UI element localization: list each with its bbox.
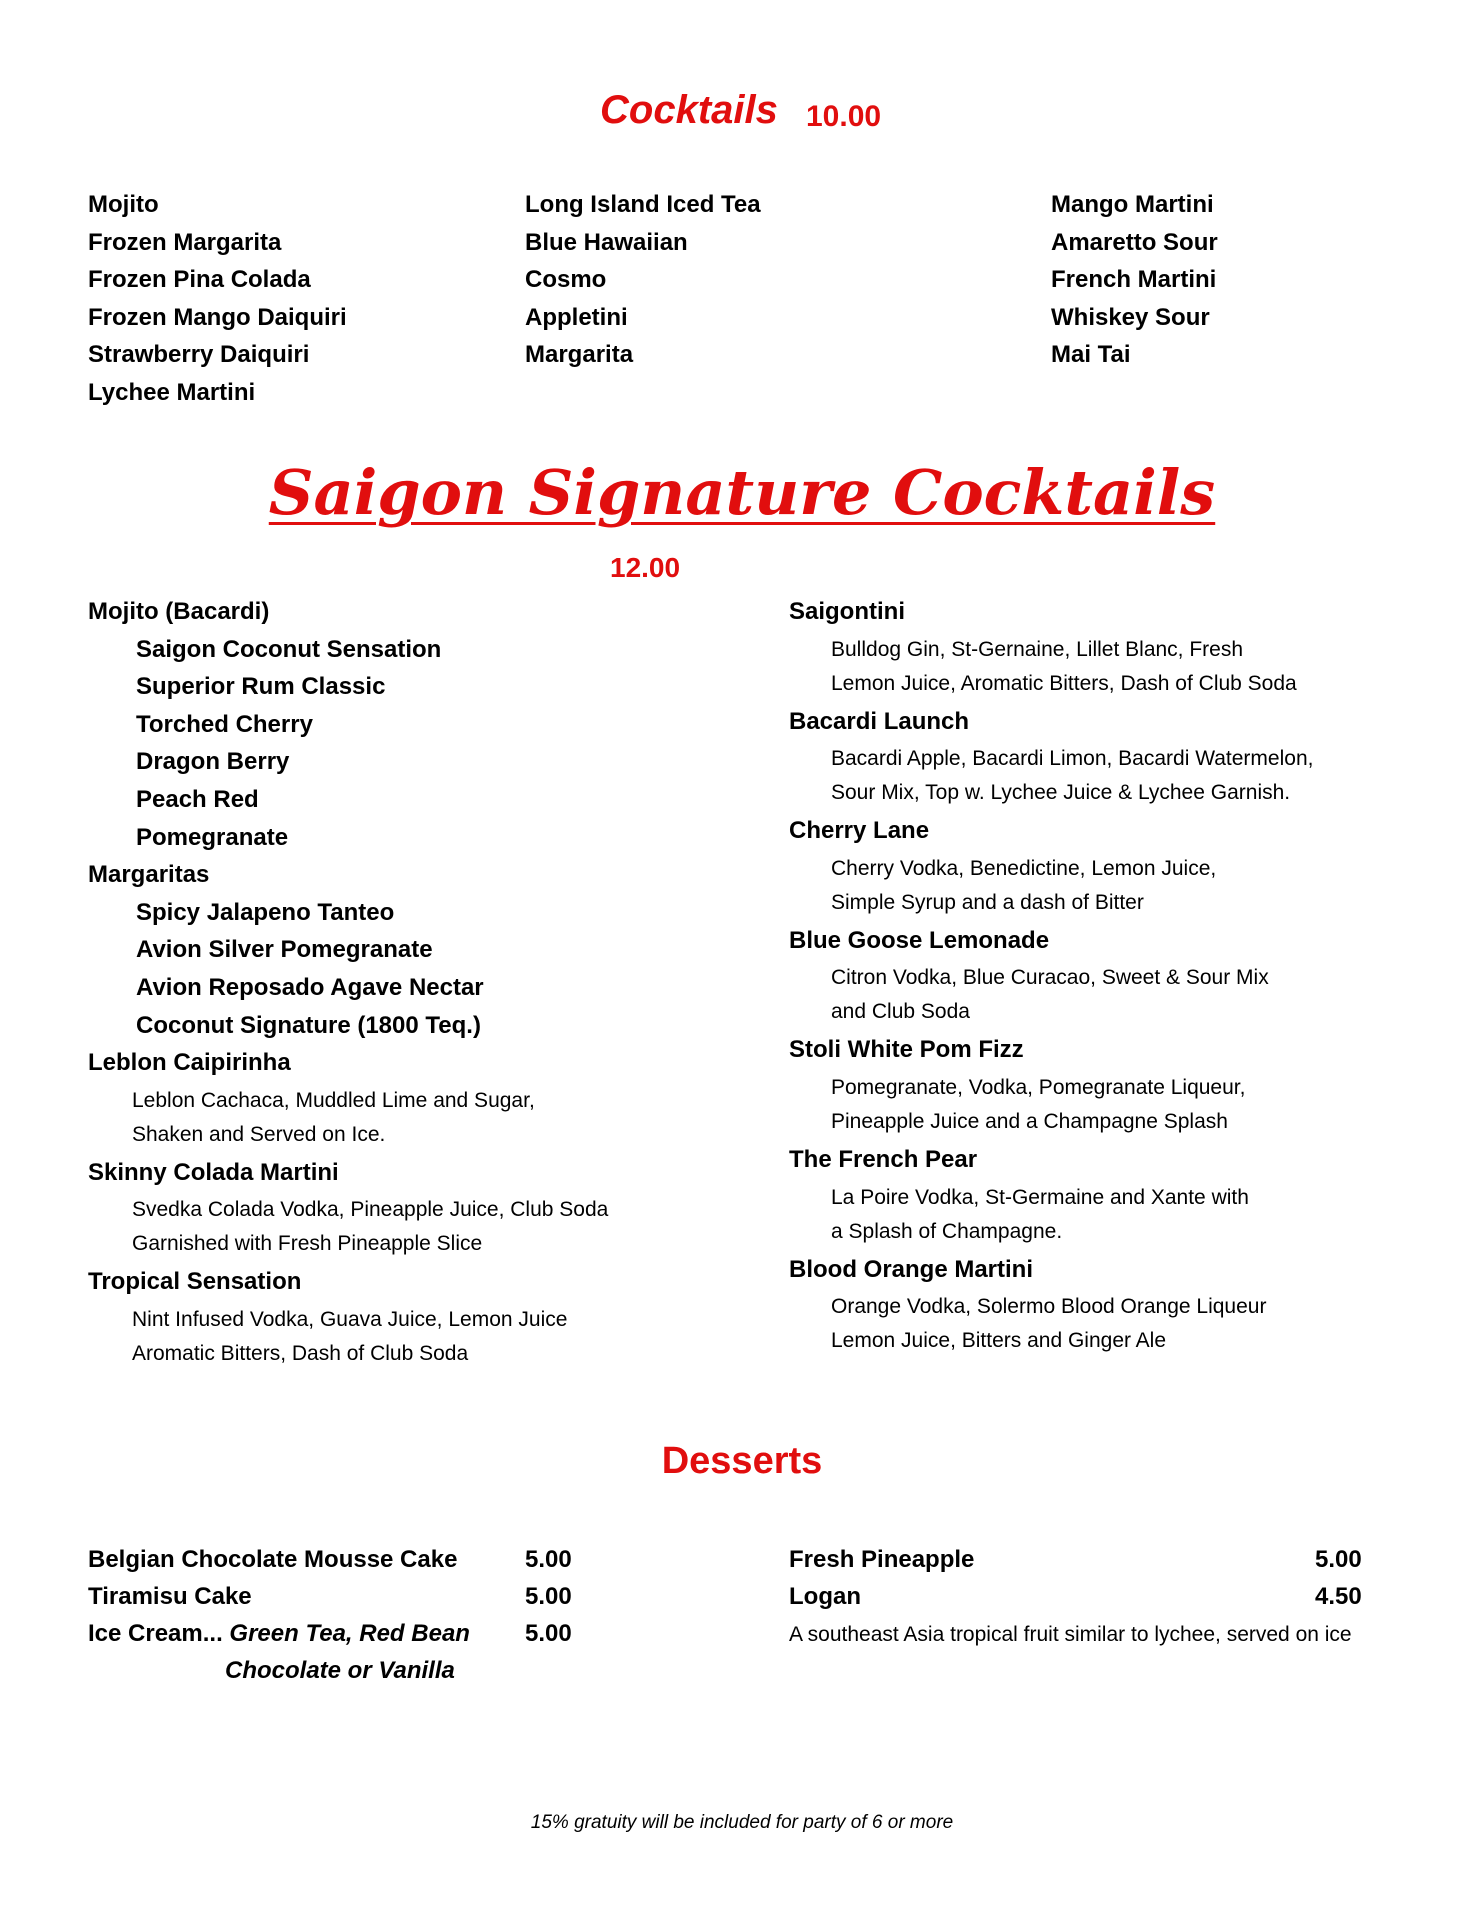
cocktail-name: Blood Orange Martini: [789, 1255, 1034, 1283]
cocktails-column-1: [88, 186, 347, 412]
cocktail-description: Svedka Colada Vodka, Pineapple Juice, Club Soda: [132, 1198, 609, 1222]
gratuity-footer: 15% gratuity will be included for party of 6 or more: [530, 1812, 954, 1833]
cocktail-variant: Dragon Berry: [136, 748, 290, 776]
cocktails-price: 10.00: [806, 100, 882, 133]
cocktail-item: French Martini: [1051, 266, 1217, 294]
cocktail-name: Leblon Caipirinha: [88, 1049, 291, 1077]
cocktail-item: Frozen Mango Daiquiri: [88, 303, 347, 331]
cocktail-name: Saigontini: [789, 598, 905, 625]
cocktail-item: Mojito: [88, 191, 159, 218]
desserts-title: Desserts: [661, 1440, 823, 1482]
cocktail-description: and Club Soda: [831, 1000, 970, 1024]
dessert-price: 5.00: [525, 1583, 572, 1610]
dessert-name: Fresh Pineapple: [789, 1546, 975, 1573]
cocktail-description: La Poire Vodka, St-Germaine and Xante with: [831, 1185, 1249, 1209]
cocktail-item: Whiskey Sour: [1051, 303, 1210, 331]
cocktail-variant: Peach Red: [136, 786, 259, 813]
cocktail-description: Pineapple Juice and a Champagne Splash: [831, 1110, 1228, 1133]
cocktail-item: Blue Hawaiian: [525, 228, 688, 256]
cocktail-name: Margaritas: [88, 861, 210, 889]
cocktail-description: Bulldog Gin, St-Gernaine, Lillet Blanc, Fresh: [831, 637, 1244, 661]
cocktail-description: a Splash of Champagne.: [831, 1219, 1063, 1243]
cocktail-item: Margarita: [525, 341, 634, 369]
ice-cream-label: Ice Cream...: [88, 1620, 223, 1647]
dessert-name: [88, 1620, 470, 1648]
dessert-price: 5.00: [1315, 1546, 1362, 1573]
cocktail-variant: Superior Rum Classic: [136, 673, 386, 701]
ice-cream-flavors-line2: Chocolate or Vanilla: [225, 1657, 455, 1684]
cocktail-name: Skinny Colada Martini: [88, 1158, 339, 1186]
dessert-price: 4.50: [1315, 1583, 1362, 1610]
cocktail-description: Bacardi Apple, Bacardi Limon, Bacardi Watermelon,: [831, 747, 1314, 771]
signature-title: Saigon Signature Cocktails: [268, 456, 1216, 529]
cocktail-description: Leblon Cachaca, Muddled Lime and Sugar,: [132, 1088, 535, 1112]
cocktails-column-3: [1051, 186, 1218, 374]
cocktail-variant: Avion Silver Pomegranate: [136, 936, 433, 964]
cocktail-variant: Spicy Jalapeno Tanteo: [136, 898, 395, 926]
cocktail-name: Blue Goose Lemonade: [789, 926, 1050, 954]
cocktail-variant: Torched Cherry: [136, 710, 313, 738]
cocktail-description: Garnished with Fresh Pineapple Slice: [132, 1232, 483, 1256]
cocktail-description: Aromatic Bitters, Dash of Club Soda: [132, 1342, 469, 1365]
cocktail-name: The French Pear: [789, 1146, 978, 1173]
cocktail-item: Frozen Pina Colada: [88, 266, 311, 294]
cocktail-name: Cherry Lane: [789, 817, 930, 845]
cocktail-variant: Avion Reposado Agave Nectar: [136, 974, 484, 1001]
cocktail-description: Shaken and Served on Ice.: [132, 1122, 386, 1146]
cocktail-item: Appletini: [525, 303, 628, 331]
cocktail-description: Citron Vodka, Blue Curacao, Sweet & Sour Mix: [831, 966, 1269, 990]
cocktail-description: Pomegranate, Vodka, Pomegranate Liqueur,: [831, 1076, 1246, 1099]
cocktail-variant: Coconut Signature (1800 Teq.): [136, 1011, 481, 1039]
cocktail-item: Mai Tai: [1051, 341, 1131, 369]
logan-note: A southeast Asia tropical fruit similar to lychee, served on ice: [789, 1623, 1352, 1646]
cocktail-name: Tropical Sensation: [88, 1268, 302, 1296]
cocktail-variant: Pomegranate: [136, 823, 289, 851]
cocktail-item: Cosmo: [525, 266, 607, 294]
signature-price: 12.00: [610, 552, 681, 583]
cocktail-description: Nint Infused Vodka, Guava Juice, Lemon Juice: [132, 1308, 568, 1331]
cocktail-description: Cherry Vodka, Benedictine, Lemon Juice,: [831, 856, 1217, 880]
cocktail-description: Lemon Juice, Aromatic Bitters, Dash of Club Soda: [831, 671, 1297, 695]
ice-cream-flavors: Green Tea, Red Bean: [229, 1620, 470, 1647]
cocktails-column-2: [525, 186, 761, 374]
dessert-name: Tiramisu Cake: [88, 1583, 252, 1610]
cocktail-description: Lemon Juice, Bitters and Ginger Ale: [831, 1329, 1167, 1353]
cocktail-description: Orange Vodka, Solermo Blood Orange Liqueur: [831, 1295, 1267, 1319]
cocktail-name: Stoli White Pom Fizz: [789, 1036, 1024, 1064]
dessert-name: Logan: [789, 1583, 861, 1610]
cocktails-title: Cocktails: [600, 88, 778, 132]
dessert-price: 5.00: [525, 1620, 572, 1647]
cocktail-item: Mango Martini: [1051, 191, 1214, 218]
cocktail-description: Simple Syrup and a dash of Bitter: [831, 890, 1144, 914]
cocktail-item: Lychee Martini: [88, 378, 256, 406]
cocktail-item: Amaretto Sour: [1051, 228, 1218, 256]
cocktail-variant: Saigon Coconut Sensation: [136, 635, 442, 663]
cocktail-name: Mojito (Bacardi): [88, 598, 270, 625]
dessert-name: Belgian Chocolate Mousse Cake: [88, 1546, 458, 1573]
cocktail-item: Strawberry Daiquiri: [88, 341, 310, 369]
dessert-price: 5.00: [525, 1546, 572, 1573]
cocktail-item: Frozen Margarita: [88, 228, 282, 256]
cocktail-description: Sour Mix, Top w. Lychee Juice & Lychee Garnish.: [831, 781, 1291, 805]
cocktail-name: Bacardi Launch: [789, 707, 970, 735]
cocktail-item: Long Island Iced Tea: [525, 191, 761, 218]
